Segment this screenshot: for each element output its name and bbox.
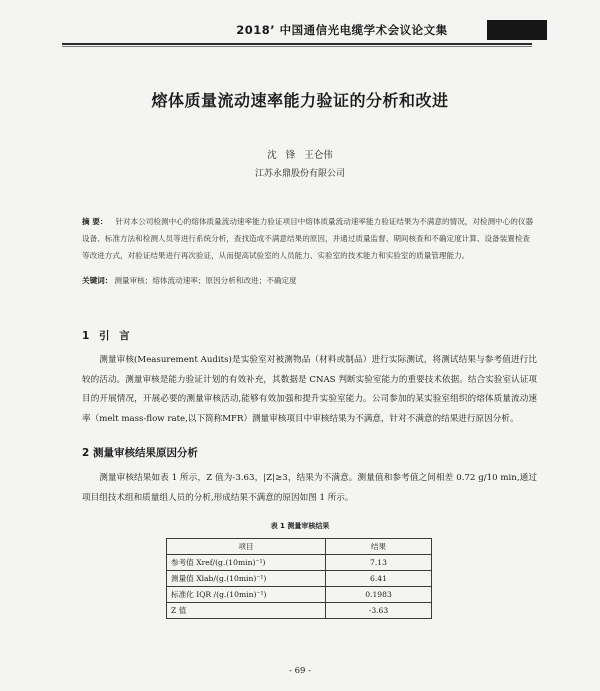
table-row [167, 587, 432, 603]
table-header-result: 结果 [326, 539, 432, 555]
header-rule-thin [62, 46, 532, 47]
table-cell-item: Z 值 [167, 603, 326, 619]
table-cell-item: 参考值 Xref/(g.(10min)⁻¹) [167, 555, 326, 571]
section-heading-introduction: 1 引 言 [82, 330, 133, 342]
keywords [82, 274, 534, 288]
header-rule [62, 43, 532, 45]
page-number: - 69 - [289, 666, 311, 676]
paper-title: 熔体质量流动速率能力验证的分析和改进 [151, 91, 449, 110]
keywords-text: 测量审核；熔体流动速率；原因分析和改进；不确定度 [114, 276, 297, 285]
table-cell-item: 测量值 Xlab/(g.(10min)⁻¹) [167, 571, 326, 587]
abstract [82, 213, 534, 265]
table-row [167, 571, 432, 587]
proceedings-title: 2018’ 中国通信光电缆学术会议论文集 [236, 23, 448, 37]
affiliation: 江苏永鼎股份有限公司 [254, 169, 345, 179]
table-cell-value: 6.41 [326, 571, 432, 587]
table-cell-value: 0.1983 [326, 587, 432, 603]
table-row [167, 555, 432, 571]
analysis-paragraph: 测量审核结果如表 1 所示，Z 值为-3.63，|Z|≥3，结果为不满意。测量值和参考值之间相差 0.72 g/10 min,通过项目组技术组和质量组人员的分析,形成结果不满意的原因如图 1 所示。 [82, 473, 537, 503]
abstract-text: 针对本公司检测中心的熔体质量流动速率能力验证项目中熔体质量流动速率能力验证结果为不满意的情况，对检测中心的仪器设备、标准方法和检测人员等进行系统分析，查找造成不满意结果的原因，并通过质量监督、期间核查和不确定度计算、设备装置检查等改进方式，对验证结果进行再次验证，从而提高试验室的人员能力、实验室的技术能力和实验室的质量管理能力。 [82, 217, 534, 261]
results-table [166, 538, 432, 619]
section-heading-analysis: 2 测量审核结果原因分析 [82, 447, 198, 459]
table-header-item: 项目 [167, 539, 326, 555]
table-header-row [167, 539, 432, 555]
table-cell-item: 标准化 IQR /(g.(10min)⁻¹) [167, 587, 326, 603]
keywords-label: 关键词： [82, 276, 113, 285]
authors: 沈 锋 王仑伟 [267, 150, 333, 161]
table-caption: 表 1 测量审核结果 [270, 522, 330, 530]
running-header [62, 20, 532, 42]
table-cell-value: 7.13 [326, 555, 432, 571]
table-cell-value: -3.63 [326, 603, 432, 619]
header-black-block [487, 20, 547, 40]
introduction-paragraph: 测量审核(Measurement Audits)是实验室对被测物品（材料或制品）进行实际测试，将测试结果与参考值进行比较的活动。测量审核是能力验证计划的有效补充，其数据是 CNAS 判断实验室能力的重要技术依据。结合实验室认证项目的开展情况，开展必要的测量审核活动,能够有效加强和提升实验室能力。公司参加的某实验室组织的熔体质量流动速率（melt mass-flow rate,以下简称MFR）测量审核项目中审核结果为不满意，针对不满意的结果进行原因分析。 [82, 355, 537, 424]
abstract-label: 摘 要： [82, 217, 108, 226]
table-row [167, 603, 432, 619]
